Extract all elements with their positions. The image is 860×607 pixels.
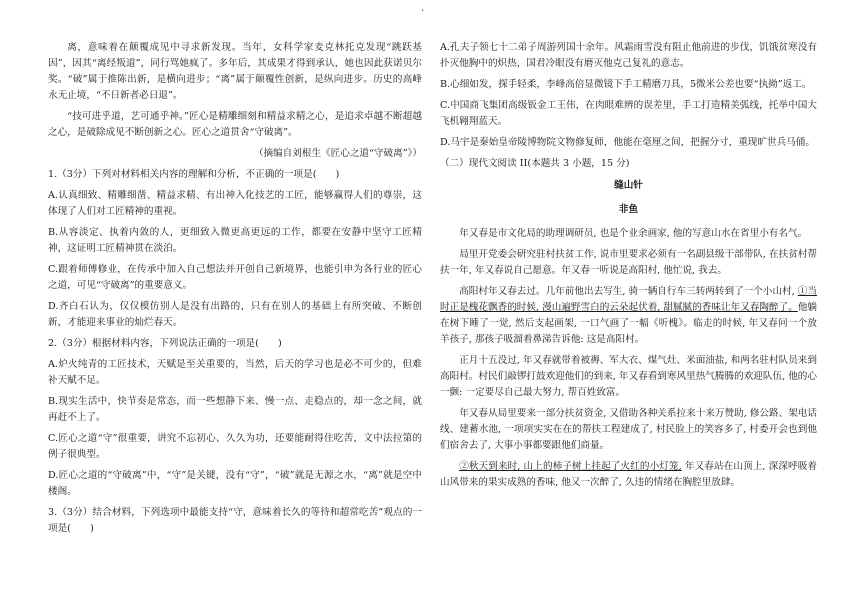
story-text: 年又春站在山顶上, 深深呼吸着山风带来的果实成熟的香味, 他又一次醉了, 久违的情绪在胸腔里放肆。 — [440, 461, 817, 488]
question-3-option-c: C.中国商飞集团高级钣金工王伟，在肉眼难辨的误差里，手工打造精美弧线，托举中国大飞机翱翔蓝天。 — [440, 100, 817, 127]
question-2-option-a: A.炉火纯青的工匠技术，天赋是至关重要的，当然，后天的学习也是必不可少的，但难补天赋不足。 — [48, 359, 422, 386]
story-paragraph: 年又春是市文化局的助理调研员, 也是个业余画家, 他的写意山水在省里小有名气。 — [459, 228, 808, 239]
right-column — [440, 40, 817, 496]
question-1-option-b: B.从容淡定、执着内敛的人，更细致入微更高更远的工作，都要在安静中坚守工匠精神，这证明工匠精神贯在淡泊。 — [48, 227, 422, 254]
story-author: 非鱼 — [618, 204, 639, 215]
story-paragraph — [440, 459, 817, 491]
story-paragraph: 年又春从局里要来一部分扶贫资金, 又借助各种关系拉来十来万赞助, 修公路、架电话线、建蓄水池, 一项项实实在在的帮扶工程建成了, 村民脸上的笑容多了, 村委开会也到他们宿舍去了, 大事小事都要跟他们商量。 — [440, 408, 817, 451]
story-paragraph: 局里开党委会研究驻村扶贫工作, 说市里要求必须有一名副县级干部带队, 在扶贫村帮扶一年, 年又春说自己愿意。年又春一听说是高阳村, 他忙说, 我去。 — [440, 249, 817, 276]
story-text: 高阳村年又春去过。几年前他出去写生, 骑一辆自行车三转两转到了一个小山村, — [459, 286, 798, 297]
question-2-option-d: D.匠心之道的“守破离”中，“守”是关键，没有“守”，“破”就是无源之水，“离”就是空中楼阁。 — [48, 470, 422, 497]
story-title: 缝山针 — [614, 180, 643, 191]
question-1-stem: 1.（3分）下列对材料相关内容的理解和分析，不正确的一项是( ) — [48, 169, 340, 180]
question-3-stem: 3.（3分）结合材料，下列选项中最能支持“守，意味着长久的等待和超常吃苦”观点的一项是( ) — [48, 507, 422, 534]
question-2-option-c: C.匠心之道“守”很重要，讲究不忘初心、久久为功，还要能耐得住吃苦，文中法拉第的例子很典型。 — [48, 433, 422, 460]
question-2-option-b: B.现实生活中，快节奏是常态，而一些想静下来、慢一点、走稳点的，却一念之间，就再赶不上了。 — [48, 396, 422, 423]
question-1-option-a: A.认真细致、精雕细凿、精益求精、有出神入化技艺的工匠，能够赢得人们的尊崇，这体现了人们对工匠精神的重视。 — [48, 190, 422, 217]
question-1-option-d: D.齐白石认为，仅仅模仿别人是没有出路的，只有在别人的基础上有所突破、不断创新，才能迎来事业的灿烂春天。 — [48, 301, 422, 328]
underlined-sentence-1: ①当时正是槐花飘香的时候, 漫山遍野雪白的云朵起伏着, 甜腻腻的香味让年又春陶醉了。 — [440, 286, 818, 313]
section-heading: （二）现代文阅读 II(本题共 3 小题，15 分) — [440, 158, 630, 169]
underlined-sentence-2: ②秋天到来时, 山上的柿子树上挂起了火红的小灯笼, — [459, 461, 682, 472]
story-text: 他躺在树下睡了一觉, 然后支起画架, 一口气画了一幅《听槐》。临走的时候, 年又春问一个放羊孩子, 那孩子吸溜着鼻涕告诉他: 这是高阳村。 — [440, 302, 818, 345]
question-3-option-b: B.心细如发，探手轻柔，李峰高倍显微镜下手工精磨刀具，5微米公差也要“执拗”返工。 — [440, 79, 812, 90]
question-3-option-a: A.孔夫子领七十二弟子周游列国十余年。风霜雨雪没有阻止他前进的步伐，饥饿贫寒没有扑灭他胸中的炽热，国君冷眼没有磨灭他克己复礼的意志。 — [440, 42, 817, 69]
passage-paragraph: 离，意味着在颠覆成见中寻求新发现。当年，女科学家麦克林托克发现“跳跃基因”，因其“离经叛道”，同行骂她疯了。多年后，其成果才得到承认，她也因此获诺贝尔奖。“破”属于推陈出新，是横向进步；“离”属于颠覆性创新，是纵向进步。历史的高峰永无止境，“不日新者必日退”。 — [48, 42, 422, 101]
question-2-stem: 2.（3分）根据材料内容，下列说法正确的一项是( ) — [48, 338, 282, 349]
story-paragraph — [440, 284, 817, 348]
story-paragraph: 正月十五没过, 年又春就带着被褥、军大衣、煤气灶、米面油盐, 和两名驻村队员来到高阳村。村民们敲锣打鼓欢迎他们的到来, 年又春看到寒风里热气腾腾的欢迎队伍, 他的心一颤: 一定要尽自己最大努力, 帮百姓致富。 — [440, 355, 817, 398]
left-column — [48, 40, 422, 542]
question-1-option-c: C.跟着师傅修业，在传承中加入自己想法并开创自己新境界，也能引申为各行业的匠心之道，可见“守破离”的重要意义。 — [48, 264, 422, 291]
passage-paragraph: “技可进乎道，艺可通乎神。”匠心是精雕细刻和精益求精之心，是追求卓越不断超越之心，是破除成见不断创新之心。匠心之道贯舍“守破离”。 — [48, 111, 422, 138]
header-mark: . — [421, 3, 425, 14]
source-citation: （摘编自刘根生《匠心之道“守破离”》） — [253, 148, 422, 159]
question-3-option-d: D.马宇是秦始皇帝陵博物院文物修复师，他能在毫厘之间，把握分寸，重现旷世兵马俑。 — [440, 137, 815, 148]
